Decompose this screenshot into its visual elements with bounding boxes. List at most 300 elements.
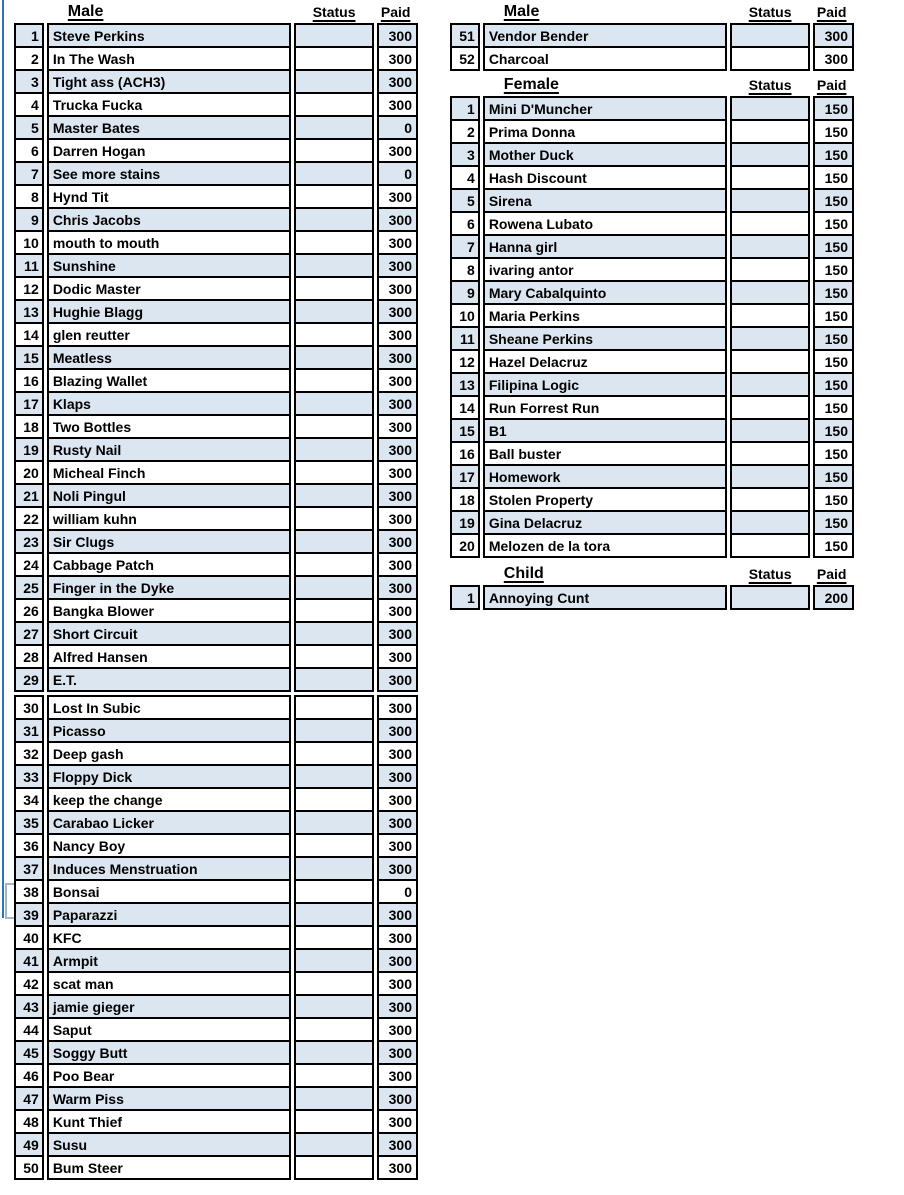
- paid-cell[interactable]: 200: [813, 585, 854, 610]
- header-spacer: [450, 0, 480, 23]
- name-cell[interactable]: Kunt Thief: [47, 1109, 291, 1134]
- status-cell[interactable]: [294, 994, 374, 1019]
- row-number-cell[interactable]: 18: [450, 487, 480, 512]
- paid-cell[interactable]: 300: [377, 948, 418, 973]
- paid-cell[interactable]: 300: [377, 718, 418, 743]
- status-cell[interactable]: [294, 879, 374, 904]
- status-cell[interactable]: [294, 161, 374, 186]
- paid-cell[interactable]: 300: [377, 46, 418, 71]
- row-number-cell[interactable]: 6: [14, 138, 44, 163]
- status-cell[interactable]: [294, 856, 374, 881]
- status-cell[interactable]: [294, 787, 374, 812]
- name-cell[interactable]: ivaring antor: [483, 257, 727, 282]
- status-cell[interactable]: [294, 695, 374, 720]
- paid-cell[interactable]: 300: [377, 764, 418, 789]
- paid-cell[interactable]: 0: [377, 879, 418, 904]
- status-cell[interactable]: [730, 418, 810, 443]
- paid-cell[interactable]: 150: [813, 372, 854, 397]
- name-cell[interactable]: Soggy Butt: [47, 1040, 291, 1065]
- row-number-cell[interactable]: 12: [14, 276, 44, 301]
- paid-cell[interactable]: 300: [377, 598, 418, 623]
- status-cell[interactable]: [730, 487, 810, 512]
- name-cell[interactable]: Bonsai: [47, 879, 291, 904]
- paid-cell[interactable]: 300: [377, 207, 418, 232]
- status-cell[interactable]: [294, 718, 374, 743]
- paid-cell[interactable]: 150: [813, 142, 854, 167]
- name-cell[interactable]: Sunshine: [47, 253, 291, 278]
- name-cell[interactable]: Finger in the Dyke: [47, 575, 291, 600]
- name-cell[interactable]: Homework: [483, 464, 727, 489]
- paid-cell[interactable]: 300: [377, 552, 418, 577]
- row-number-cell[interactable]: 22: [14, 506, 44, 531]
- status-cell[interactable]: [294, 621, 374, 646]
- paid-cell[interactable]: 300: [377, 1017, 418, 1042]
- name-cell[interactable]: glen reutter: [47, 322, 291, 347]
- status-cell[interactable]: [294, 1040, 374, 1065]
- status-cell[interactable]: [730, 464, 810, 489]
- paid-cell[interactable]: 300: [377, 1086, 418, 1111]
- row-number-cell[interactable]: 3: [450, 142, 480, 167]
- name-cell[interactable]: Blazing Wallet: [47, 368, 291, 393]
- status-cell[interactable]: [730, 165, 810, 190]
- paid-cell[interactable]: 300: [377, 437, 418, 462]
- name-cell[interactable]: Deep gash: [47, 741, 291, 766]
- status-cell[interactable]: [294, 833, 374, 858]
- row-number-cell[interactable]: 17: [450, 464, 480, 489]
- status-cell[interactable]: [730, 441, 810, 466]
- name-cell[interactable]: Rowena Lubato: [483, 211, 727, 236]
- name-cell[interactable]: keep the change: [47, 787, 291, 812]
- status-cell[interactable]: [294, 1086, 374, 1111]
- row-number-cell[interactable]: 13: [14, 299, 44, 324]
- row-number-cell[interactable]: 45: [14, 1040, 44, 1065]
- name-cell[interactable]: Hughie Blagg: [47, 299, 291, 324]
- name-cell[interactable]: Picasso: [47, 718, 291, 743]
- paid-cell[interactable]: 150: [813, 119, 854, 144]
- paid-cell[interactable]: 150: [813, 257, 854, 282]
- status-cell[interactable]: [294, 184, 374, 209]
- status-cell[interactable]: [730, 234, 810, 259]
- status-cell[interactable]: [730, 533, 810, 558]
- paid-cell[interactable]: 150: [813, 165, 854, 190]
- name-cell[interactable]: Poo Bear: [47, 1063, 291, 1088]
- paid-cell[interactable]: 300: [813, 46, 854, 71]
- row-number-cell[interactable]: 20: [14, 460, 44, 485]
- paid-cell[interactable]: 300: [377, 695, 418, 720]
- paid-cell[interactable]: 300: [377, 833, 418, 858]
- paid-cell[interactable]: 300: [377, 460, 418, 485]
- paid-cell[interactable]: 300: [377, 1063, 418, 1088]
- row-number-cell[interactable]: 16: [450, 441, 480, 466]
- roster-row: [450, 395, 854, 420]
- paid-cell[interactable]: 300: [377, 787, 418, 812]
- name-cell[interactable]: Hazel Delacruz: [483, 349, 727, 374]
- status-cell[interactable]: [294, 948, 374, 973]
- status-cell[interactable]: [294, 46, 374, 71]
- row-number-cell[interactable]: 21: [14, 483, 44, 508]
- status-cell[interactable]: [730, 257, 810, 282]
- header-paid-cell: [813, 73, 854, 96]
- status-cell[interactable]: [730, 395, 810, 420]
- status-cell[interactable]: [294, 598, 374, 623]
- row-number-cell[interactable]: 15: [450, 418, 480, 443]
- status-cell[interactable]: [294, 902, 374, 927]
- row-number-cell[interactable]: 16: [14, 368, 44, 393]
- name-cell[interactable]: jamie gieger: [47, 994, 291, 1019]
- name-cell[interactable]: Hynd Tit: [47, 184, 291, 209]
- name-cell[interactable]: Darren Hogan: [47, 138, 291, 163]
- status-cell[interactable]: [294, 414, 374, 439]
- paid-cell[interactable]: 300: [377, 644, 418, 669]
- name-cell[interactable]: Run Forrest Run: [483, 395, 727, 420]
- paid-cell[interactable]: 300: [377, 391, 418, 416]
- paid-cell[interactable]: 150: [813, 280, 854, 305]
- left-table-column: [14, 0, 418, 1180]
- status-cell[interactable]: [730, 303, 810, 328]
- name-cell[interactable]: Mother Duck: [483, 142, 727, 167]
- row-number-cell[interactable]: 44: [14, 1017, 44, 1042]
- paid-cell[interactable]: 300: [377, 299, 418, 324]
- paid-cell[interactable]: 300: [377, 506, 418, 531]
- status-cell[interactable]: [294, 971, 374, 996]
- status-cell[interactable]: [730, 23, 810, 48]
- name-cell[interactable]: Chris Jacobs: [47, 207, 291, 232]
- name-cell[interactable]: Rusty Nail: [47, 437, 291, 462]
- paid-cell[interactable]: 300: [377, 1132, 418, 1157]
- name-cell[interactable]: Noli Pingul: [47, 483, 291, 508]
- name-cell[interactable]: Armpit: [47, 948, 291, 973]
- row-number-cell[interactable]: 42: [14, 971, 44, 996]
- status-cell[interactable]: [730, 326, 810, 351]
- row-number-cell[interactable]: 14: [14, 322, 44, 347]
- status-cell[interactable]: [730, 349, 810, 374]
- paid-cell[interactable]: 150: [813, 303, 854, 328]
- paid-cell[interactable]: 150: [813, 464, 854, 489]
- paid-cell[interactable]: 300: [377, 253, 418, 278]
- status-cell[interactable]: [730, 188, 810, 213]
- status-cell[interactable]: [730, 372, 810, 397]
- row-number-cell[interactable]: 9: [450, 280, 480, 305]
- name-cell[interactable]: Sir Clugs: [47, 529, 291, 554]
- paid-cell[interactable]: 300: [377, 741, 418, 766]
- name-cell[interactable]: Tight ass (ACH3): [47, 69, 291, 94]
- name-cell[interactable]: Cabbage Patch: [47, 552, 291, 577]
- paid-cell[interactable]: 300: [377, 276, 418, 301]
- paid-cell[interactable]: 300: [377, 925, 418, 950]
- status-cell[interactable]: [294, 230, 374, 255]
- row-number-cell[interactable]: 4: [450, 165, 480, 190]
- name-cell[interactable]: Bangka Blower: [47, 598, 291, 623]
- row-number-cell[interactable]: 43: [14, 994, 44, 1019]
- status-cell[interactable]: [294, 322, 374, 347]
- row-number-cell[interactable]: 5: [450, 188, 480, 213]
- row-number-cell[interactable]: 13: [450, 372, 480, 397]
- status-cell[interactable]: [294, 644, 374, 669]
- status-cell[interactable]: [294, 69, 374, 94]
- name-cell[interactable]: Carabao Licker: [47, 810, 291, 835]
- paid-cell[interactable]: 150: [813, 441, 854, 466]
- row-number-cell[interactable]: 15: [14, 345, 44, 370]
- status-cell[interactable]: [294, 207, 374, 232]
- row-number-cell[interactable]: 34: [14, 787, 44, 812]
- paid-cell[interactable]: 0: [377, 161, 418, 186]
- status-cell[interactable]: [294, 437, 374, 462]
- row-number-cell[interactable]: 11: [450, 326, 480, 351]
- name-cell[interactable]: Dodic Master: [47, 276, 291, 301]
- name-cell[interactable]: Sheane Perkins: [483, 326, 727, 351]
- name-cell[interactable]: william kuhn: [47, 506, 291, 531]
- paid-cell[interactable]: 150: [813, 395, 854, 420]
- paid-cell[interactable]: 300: [377, 810, 418, 835]
- row-number-cell[interactable]: 10: [14, 230, 44, 255]
- status-cell[interactable]: [294, 810, 374, 835]
- row-number-cell[interactable]: 8: [450, 257, 480, 282]
- name-cell[interactable]: Mary Cabalquinto: [483, 280, 727, 305]
- paid-cell[interactable]: 300: [377, 230, 418, 255]
- name-cell[interactable]: Steve Perkins: [47, 23, 291, 48]
- paid-cell[interactable]: 300: [813, 23, 854, 48]
- row-number-cell[interactable]: 30: [14, 695, 44, 720]
- paid-cell[interactable]: 300: [377, 368, 418, 393]
- status-cell[interactable]: [294, 1063, 374, 1088]
- row-number-cell[interactable]: 32: [14, 741, 44, 766]
- name-cell[interactable]: Charcoal: [483, 46, 727, 71]
- row-number-cell[interactable]: 19: [14, 437, 44, 462]
- row-number-cell[interactable]: 33: [14, 764, 44, 789]
- row-number-cell[interactable]: 18: [14, 414, 44, 439]
- paid-cell[interactable]: 150: [813, 96, 854, 121]
- name-cell[interactable]: Vendor Bender: [483, 23, 727, 48]
- status-cell[interactable]: [730, 119, 810, 144]
- row-number-cell[interactable]: 23: [14, 529, 44, 554]
- paid-cell[interactable]: 300: [377, 483, 418, 508]
- row-number-cell[interactable]: 25: [14, 575, 44, 600]
- row-number-cell[interactable]: 10: [450, 303, 480, 328]
- name-cell[interactable]: Two Bottles: [47, 414, 291, 439]
- status-cell[interactable]: [294, 391, 374, 416]
- name-cell[interactable]: Prima Donna: [483, 119, 727, 144]
- row-number-cell[interactable]: 8: [14, 184, 44, 209]
- paid-cell[interactable]: 300: [377, 92, 418, 117]
- row-number-cell[interactable]: 39: [14, 902, 44, 927]
- row-number-cell[interactable]: 9: [14, 207, 44, 232]
- name-cell[interactable]: Maria Perkins: [483, 303, 727, 328]
- name-cell[interactable]: Lost In Subic: [47, 695, 291, 720]
- status-cell[interactable]: [730, 585, 810, 610]
- paid-cell[interactable]: 150: [813, 418, 854, 443]
- name-cell[interactable]: Susu: [47, 1132, 291, 1157]
- name-cell[interactable]: Paparazzi: [47, 902, 291, 927]
- paid-cell[interactable]: 300: [377, 994, 418, 1019]
- roster-row: [450, 372, 854, 397]
- row-number-cell[interactable]: 19: [450, 510, 480, 535]
- name-cell[interactable]: Alfred Hansen: [47, 644, 291, 669]
- row-number-cell[interactable]: 12: [450, 349, 480, 374]
- table-title: Female: [503, 75, 559, 93]
- status-cell[interactable]: [294, 575, 374, 600]
- name-cell[interactable]: Micheal Finch: [47, 460, 291, 485]
- status-cell[interactable]: [294, 276, 374, 301]
- row-number-cell[interactable]: 47: [14, 1086, 44, 1111]
- status-cell[interactable]: [294, 667, 374, 692]
- status-cell[interactable]: [294, 253, 374, 278]
- paid-cell[interactable]: 300: [377, 138, 418, 163]
- status-cell[interactable]: [294, 764, 374, 789]
- status-cell[interactable]: [294, 345, 374, 370]
- paid-cell[interactable]: 300: [377, 184, 418, 209]
- row-number-cell[interactable]: 1: [450, 96, 480, 121]
- status-cell[interactable]: [730, 211, 810, 236]
- row-number-cell[interactable]: 24: [14, 552, 44, 577]
- name-cell[interactable]: Mini D'Muncher: [483, 96, 727, 121]
- status-cell[interactable]: [730, 142, 810, 167]
- row-number-cell[interactable]: 28: [14, 644, 44, 669]
- name-cell[interactable]: Floppy Dick: [47, 764, 291, 789]
- name-cell[interactable]: E.T.: [47, 667, 291, 692]
- paid-cell[interactable]: 300: [377, 1155, 418, 1180]
- paid-cell[interactable]: 300: [377, 414, 418, 439]
- name-cell[interactable]: KFC: [47, 925, 291, 950]
- status-cell[interactable]: [294, 552, 374, 577]
- row-number-cell[interactable]: 35: [14, 810, 44, 835]
- status-cell[interactable]: [294, 529, 374, 554]
- roster-row: [450, 418, 854, 443]
- name-cell[interactable]: Warm Piss: [47, 1086, 291, 1111]
- paid-cell[interactable]: 150: [813, 349, 854, 374]
- paid-cell[interactable]: 150: [813, 326, 854, 351]
- row-number-cell[interactable]: 2: [14, 46, 44, 71]
- name-cell[interactable]: Filipina Logic: [483, 372, 727, 397]
- status-cell[interactable]: [294, 92, 374, 117]
- row-number-cell[interactable]: 29: [14, 667, 44, 692]
- name-cell[interactable]: Gina Delacruz: [483, 510, 727, 535]
- paid-cell[interactable]: 150: [813, 487, 854, 512]
- status-cell[interactable]: [294, 1109, 374, 1134]
- paid-cell[interactable]: 300: [377, 1040, 418, 1065]
- name-cell[interactable]: Master Bates: [47, 115, 291, 140]
- row-number-cell[interactable]: 17: [14, 391, 44, 416]
- paid-cell[interactable]: 150: [813, 533, 854, 558]
- row-number-cell[interactable]: 14: [450, 395, 480, 420]
- row-number-cell[interactable]: 46: [14, 1063, 44, 1088]
- status-cell[interactable]: [730, 510, 810, 535]
- status-cell[interactable]: [730, 280, 810, 305]
- name-cell[interactable]: Annoying Cunt: [483, 585, 727, 610]
- row-number-cell[interactable]: 50: [14, 1155, 44, 1180]
- row-number-cell[interactable]: 31: [14, 718, 44, 743]
- paid-cell[interactable]: 300: [377, 575, 418, 600]
- status-cell[interactable]: [294, 741, 374, 766]
- row-number-cell[interactable]: 49: [14, 1132, 44, 1157]
- status-cell[interactable]: [294, 1155, 374, 1180]
- row-number-cell[interactable]: 4: [14, 92, 44, 117]
- name-cell[interactable]: Induces Menstruation: [47, 856, 291, 881]
- name-cell[interactable]: Trucka Fucka: [47, 92, 291, 117]
- name-cell[interactable]: Meatless: [47, 345, 291, 370]
- row-number-cell[interactable]: 36: [14, 833, 44, 858]
- name-cell[interactable]: Short Circuit: [47, 621, 291, 646]
- paid-cell[interactable]: 300: [377, 667, 418, 692]
- name-cell[interactable]: Ball buster: [483, 441, 727, 466]
- paid-cell[interactable]: 150: [813, 211, 854, 236]
- status-cell[interactable]: [294, 1017, 374, 1042]
- row-number-cell[interactable]: 41: [14, 948, 44, 973]
- paid-cell[interactable]: 0: [377, 115, 418, 140]
- status-cell[interactable]: [294, 299, 374, 324]
- name-cell[interactable]: Hash Discount: [483, 165, 727, 190]
- status-cell[interactable]: [294, 925, 374, 950]
- status-cell[interactable]: [294, 460, 374, 485]
- paid-cell[interactable]: 300: [377, 1109, 418, 1134]
- name-cell[interactable]: See more stains: [47, 161, 291, 186]
- name-cell[interactable]: Stolen Property: [483, 487, 727, 512]
- paid-cell[interactable]: 300: [377, 621, 418, 646]
- row-number-cell[interactable]: 20: [450, 533, 480, 558]
- paid-cell[interactable]: 300: [377, 971, 418, 996]
- paid-cell[interactable]: 300: [377, 345, 418, 370]
- name-cell[interactable]: Nancy Boy: [47, 833, 291, 858]
- paid-cell[interactable]: 150: [813, 188, 854, 213]
- paid-cell[interactable]: 300: [377, 322, 418, 347]
- status-cell[interactable]: [294, 138, 374, 163]
- row-number-cell[interactable]: 26: [14, 598, 44, 623]
- row-number-cell[interactable]: 6: [450, 211, 480, 236]
- status-cell[interactable]: [294, 1132, 374, 1157]
- row-number-cell[interactable]: 37: [14, 856, 44, 881]
- name-cell[interactable]: Saput: [47, 1017, 291, 1042]
- status-cell[interactable]: [294, 368, 374, 393]
- row-number-cell[interactable]: 38: [14, 879, 44, 904]
- name-cell[interactable]: In The Wash: [47, 46, 291, 71]
- status-cell[interactable]: [294, 506, 374, 531]
- name-cell[interactable]: Klaps: [47, 391, 291, 416]
- row-number-cell[interactable]: 3: [14, 69, 44, 94]
- row-number-cell[interactable]: 5: [14, 115, 44, 140]
- paid-cell[interactable]: 300: [377, 69, 418, 94]
- status-cell[interactable]: [730, 46, 810, 71]
- row-number-cell[interactable]: 7: [14, 161, 44, 186]
- name-cell[interactable]: mouth to mouth: [47, 230, 291, 255]
- row-number-cell[interactable]: 40: [14, 925, 44, 950]
- paid-cell[interactable]: 300: [377, 902, 418, 927]
- paid-cell[interactable]: 150: [813, 234, 854, 259]
- name-cell[interactable]: Hanna girl: [483, 234, 727, 259]
- row-number-cell[interactable]: 27: [14, 621, 44, 646]
- status-cell[interactable]: [730, 96, 810, 121]
- row-number-cell[interactable]: 1: [14, 23, 44, 48]
- status-cell[interactable]: [294, 23, 374, 48]
- name-cell[interactable]: B1: [483, 418, 727, 443]
- row-number-cell[interactable]: 7: [450, 234, 480, 259]
- row-number-cell[interactable]: 11: [14, 253, 44, 278]
- paid-cell[interactable]: 150: [813, 510, 854, 535]
- name-cell[interactable]: Bum Steer: [47, 1155, 291, 1180]
- row-number-cell[interactable]: 52: [450, 46, 480, 71]
- roster-row: [14, 368, 418, 393]
- row-number-cell[interactable]: 51: [450, 23, 480, 48]
- paid-cell[interactable]: 300: [377, 23, 418, 48]
- row-number-cell[interactable]: 2: [450, 119, 480, 144]
- name-cell[interactable]: Sirena: [483, 188, 727, 213]
- row-number-cell[interactable]: 1: [450, 585, 480, 610]
- row-number-cell[interactable]: 48: [14, 1109, 44, 1134]
- status-cell[interactable]: [294, 483, 374, 508]
- name-cell[interactable]: scat man: [47, 971, 291, 996]
- status-cell[interactable]: [294, 115, 374, 140]
- name-cell[interactable]: Melozen de la tora: [483, 533, 727, 558]
- paid-cell[interactable]: 300: [377, 856, 418, 881]
- paid-cell[interactable]: 300: [377, 529, 418, 554]
